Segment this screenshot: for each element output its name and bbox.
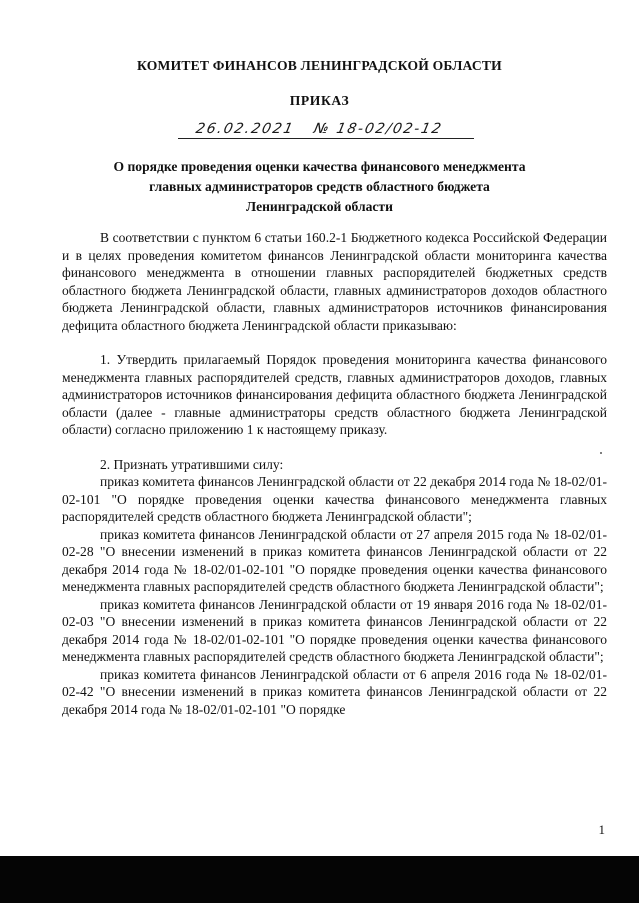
order-body	[62, 229, 607, 718]
revoked-order-paragraph: приказ комитета финансов Ленинградской области от 22 декабря 2014 года № 18-02/01-02-101 "О порядке проведения оценки качества финансового менеджмента главных распорядителей средств областного бюджета Ленинградской области";	[62, 474, 607, 524]
order-subject	[100, 157, 539, 217]
item-1-paragraph: 1. Утвердить прилагаемый Порядок проведения мониторинга качества финансового менеджмента главных распорядителей средств, главных администраторов доходов, главных администраторов источников финансирования дефицита областного бюджета Ленинградской области (далее - главные администраторы средств областного бюджета Ленинградской области) согласно приложению 1 к настоящему приказу.	[62, 352, 607, 437]
page-number: 1	[598, 822, 605, 837]
preamble-paragraph: В соответствии с пунктом 6 статьи 160.2-1 Бюджетного кодекса Российской Федерации и в целях проведения комитетом финансов Ленинградской области мониторинга качества финансового менеджмента в отношении главных распорядителей бюджетных средств областного бюджета Ленинградской области, главных администраторов доходов областного бюджета Ленинградской области, главных администраторов источников финансирования дефицита областного бюджета Ленинградской области приказываю:	[62, 230, 607, 333]
subject-line: главных администраторов средств областного бюджета	[149, 179, 490, 194]
revoked-order-paragraph: приказ комитета финансов Ленинградской области от 19 января 2016 года № 18-02/01-02-03 "О внесении изменений в приказ комитета финансов Ленинградской области от 22 декабря 2014 года № 18-02/01-02-101 "О порядке проведения оценки качества финансового менеджмента главных распорядителей средств областного бюджета Ленинградской области";	[62, 596, 607, 664]
subject-line: Ленинградской области	[246, 199, 393, 214]
item-2-intro: 2. Признать утратившими силу:	[100, 456, 284, 472]
registration-underline	[178, 138, 474, 139]
scan-speck	[600, 452, 602, 454]
handwritten-date: 26.02.2021	[194, 121, 296, 137]
scanner-edge-band	[0, 856, 639, 903]
revoked-order-paragraph: приказ комитета финансов Ленинградской области от 27 апреля 2015 года № 18-02/01-02-28 "О внесении изменений в приказ комитета финансов Ленинградской области от 22 декабря 2014 года № 18-02/01-02-101 "О порядке проведения оценки качества финансового менеджмента главных распорядителей средств областного бюджета Ленинградской области";	[62, 526, 607, 594]
handwritten-number: № 18-02/02-12	[312, 121, 445, 137]
revoked-order-paragraph: приказ комитета финансов Ленинградской области от 6 апреля 2016 года № 18-02/01-02-42 "О внесении изменений в приказ комитета финансов Ленинградской области от 22 декабря 2014 года № 18-02/01-02-101 "О порядке	[62, 666, 607, 717]
subject-line: О порядке проведения оценки качества финансового менеджмента	[113, 159, 526, 174]
registration-line	[178, 120, 474, 142]
committee-heading: КОМИТЕТ ФИНАНСОВ ЛЕНИНГРАДСКОЙ ОБЛАСТИ	[137, 58, 502, 73]
document-type-heading: ПРИКАЗ	[289, 93, 350, 108]
